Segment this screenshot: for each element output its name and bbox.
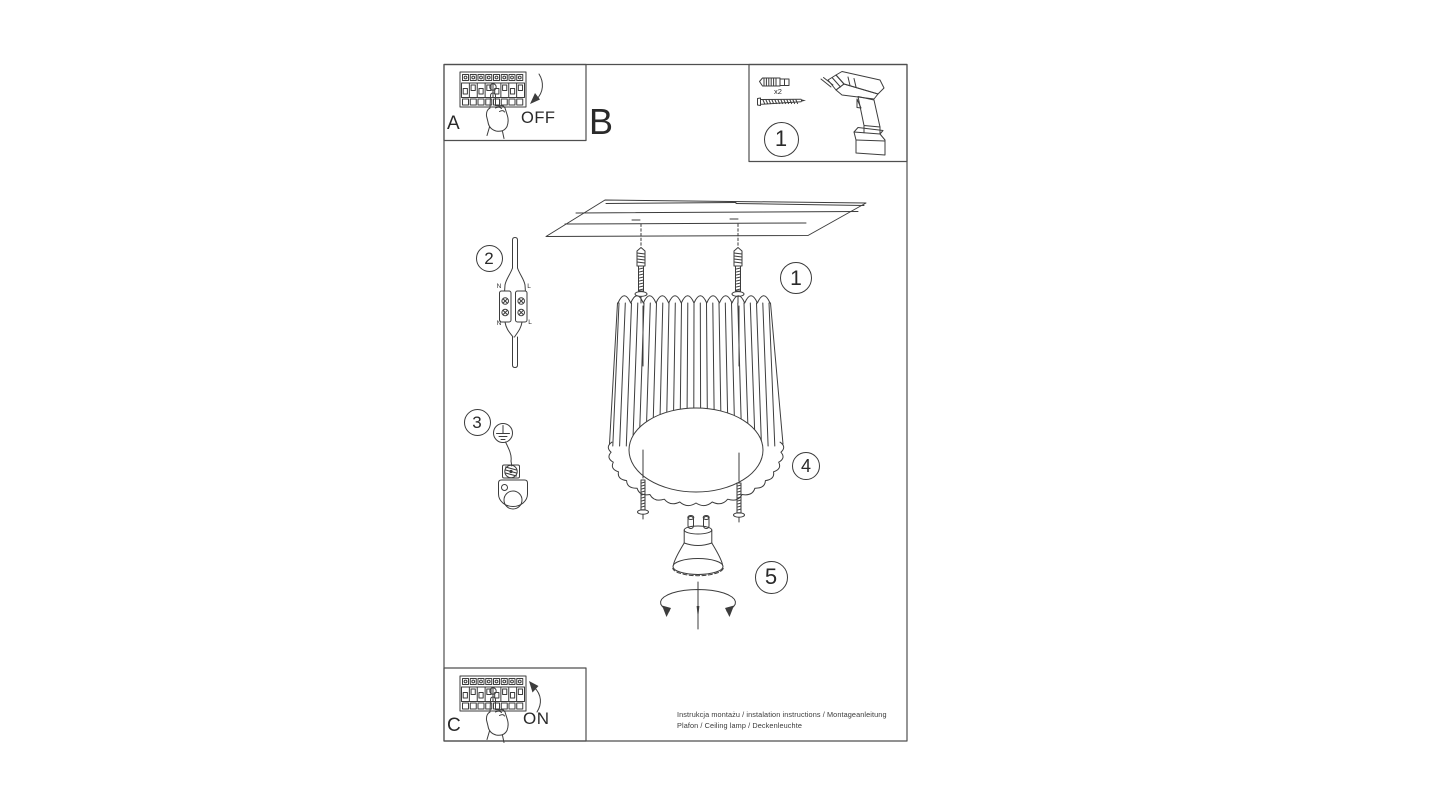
section-label-a: A bbox=[447, 113, 460, 134]
wire-connector-drawing bbox=[500, 238, 528, 368]
gu10-bulb-drawing bbox=[673, 516, 724, 576]
section-label-b: B bbox=[589, 101, 614, 142]
step-badge-ground: 3 bbox=[464, 409, 491, 436]
off-arrowhead bbox=[530, 93, 540, 104]
switch-off-label: OFF bbox=[521, 109, 556, 127]
wire-label-l-top: L bbox=[527, 283, 531, 290]
footer-line-2: Plafon / Ceiling lamp / Deckenleuchte bbox=[677, 721, 802, 730]
footer-line-1: Instrukcja montażu / instalation instructions / Montageanleitung bbox=[677, 710, 887, 719]
lamp-shade-drawing bbox=[608, 296, 783, 506]
dowel-qty-label: x2 bbox=[774, 87, 782, 96]
ceiling-panel-drawing bbox=[546, 200, 866, 237]
shade-diffuser bbox=[629, 408, 763, 492]
breaker-panel-on-drawing bbox=[460, 676, 526, 743]
step-badge-shade: 4 bbox=[792, 452, 820, 480]
breaker-panel-off-drawing bbox=[460, 72, 526, 139]
wire-label-n-bottom: N bbox=[496, 319, 502, 327]
step-badge-wiring: 2 bbox=[476, 245, 503, 272]
rotation-arrow-drawing bbox=[661, 582, 736, 629]
drill-icon bbox=[821, 72, 885, 156]
page-frame bbox=[444, 65, 907, 742]
wire-label-n-top: N bbox=[496, 283, 502, 290]
step-badge-mount: 1 bbox=[780, 262, 812, 294]
section-label-c: C bbox=[447, 715, 461, 736]
switch-on-label: ON bbox=[523, 709, 550, 728]
step-badge-tools: 1 bbox=[764, 122, 799, 157]
wire-label-l-bottom: L bbox=[528, 318, 532, 326]
step-badge-bulb: 5 bbox=[755, 561, 788, 594]
wall-plug-icon bbox=[760, 78, 781, 86]
ground-wire-drawing bbox=[494, 424, 528, 510]
mounting-screws-drawing bbox=[635, 224, 744, 366]
